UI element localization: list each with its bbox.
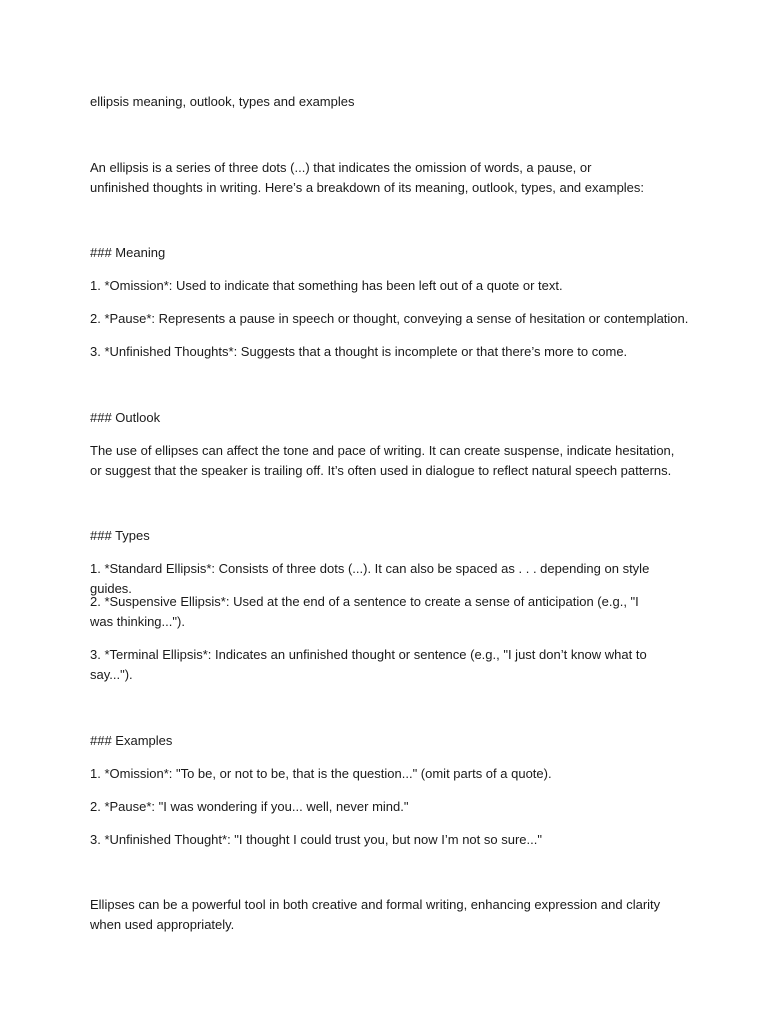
outlook-heading: ### Outlook [90, 410, 161, 425]
outlook-paragraph: The use of ellipses can affect the tone and pace of writing. It can create suspense, indicate hesitation, or suggest that the speaker is trailing off. It’s often used in dialogue to reflect natural speech patterns. [90, 443, 675, 478]
examples-item-1: 1. *Omission*: "To be, or not to be, that is the question..." (omit parts of a quote). [90, 766, 552, 781]
meaning-item-3: 3. *Unfinished Thoughts*: Suggests that a thought is incomplete or that there’s more to come. [90, 344, 628, 359]
meaning-item-2: 2. *Pause*: Represents a pause in speech or thought, conveying a sense of hesitation or contemplation. [90, 311, 689, 326]
document-title: ellipsis meaning, outlook, types and examples [90, 94, 355, 109]
meaning-item-1: 1. *Omission*: Used to indicate that something has been left out of a quote or text. [90, 278, 563, 293]
types-item-2: 2. *Suspensive Ellipsis*: Used at the end of a sentence to create a sense of anticipation (e.g., "I was thinking..."). [90, 594, 639, 629]
types-heading: ### Types [90, 528, 150, 543]
conclusion-paragraph: Ellipses can be a powerful tool in both creative and formal writing, enhancing expression and clarity when used appropriately. [90, 897, 661, 932]
examples-heading: ### Examples [90, 733, 173, 748]
types-item-1: 1. *Standard Ellipsis*: Consists of three dots (...). It can also be spaced as . . . depending on style guides. [90, 561, 650, 596]
examples-item-2: 2. *Pause*: "I was wondering if you... well, never mind." [90, 799, 409, 814]
intro-paragraph: An ellipsis is a series of three dots (...) that indicates the omission of words, a pause, or unfinished thoughts in writing. Here’s a breakdown of its meaning, outlook, types, and examples: [90, 160, 645, 195]
meaning-heading: ### Meaning [90, 245, 166, 260]
types-item-3: 3. *Terminal Ellipsis*: Indicates an unfinished thought or sentence (e.g., "I just don’t know what to say..."). [90, 647, 647, 682]
examples-item-3: 3. *Unfinished Thought*: "I thought I could trust you, but now I’m not so sure..." [90, 832, 542, 847]
